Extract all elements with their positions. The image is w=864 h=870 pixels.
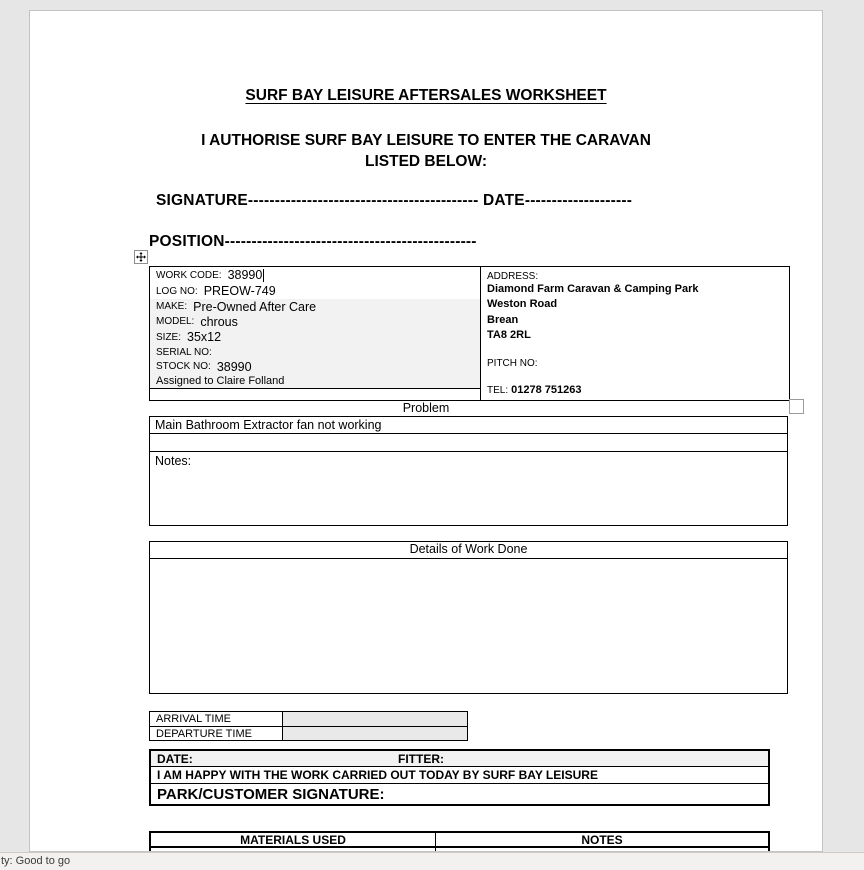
address-line: TA8 2RL [487, 328, 531, 341]
address-line: Brean [487, 313, 519, 326]
materials-table [149, 831, 770, 852]
stock-no-row[interactable]: STOCK NO: 38990 [150, 359, 480, 374]
materials-used-header: MATERIALS USED [151, 833, 436, 846]
sign-off-table [149, 749, 770, 806]
arrival-time-label: ARRIVAL TIME [150, 712, 283, 726]
arrival-time-row [150, 712, 467, 726]
document-title: SURF BAY LEISURE AFTERSALES WORKSHEET [245, 87, 607, 104]
assigned-row[interactable]: Assigned to Claire Folland [150, 374, 480, 389]
status-bar [0, 852, 864, 870]
tel-value: 01278 751263 [511, 384, 582, 396]
date-fitter-row[interactable] [151, 751, 768, 767]
make-row[interactable]: MAKE: Pre-Owned After Care [150, 299, 480, 314]
date-label: DATE: [157, 752, 193, 766]
size-row[interactable]: SIZE: 35x12 [150, 329, 480, 345]
arrival-time-cell[interactable] [283, 712, 467, 726]
notes-label: Notes: [155, 454, 192, 468]
work-code-row[interactable]: WORK CODE: 38990 [156, 268, 263, 282]
position-line: POSITION----------------------------------------------- [149, 233, 477, 250]
fitter-label: FITTER: [398, 752, 444, 766]
problem-empty-cell[interactable] [150, 434, 787, 452]
happy-statement-row: I AM HAPPY WITH THE WORK CARRIED OUT TODAY BY SURF BAY LEISURE [151, 767, 768, 784]
notes-cell[interactable] [150, 452, 787, 525]
details-of-work-entry-area[interactable] [150, 559, 787, 693]
address-line: Diamond Farm Caravan & Camping Park [487, 283, 699, 295]
authorisation-statement: I AUTHORISE SURF BAY LEISURE TO ENTER THE CARAVAN LISTED BELOW: [201, 132, 651, 170]
departure-time-cell[interactable] [283, 727, 467, 741]
serial-no-row[interactable]: SERIAL NO: [150, 345, 480, 359]
pitch-no-label: PITCH NO: [487, 358, 538, 370]
departure-time-label: DEPARTURE TIME [150, 727, 283, 741]
four-way-arrow-icon [136, 252, 146, 262]
materials-table-header [151, 833, 768, 848]
table-move-handle-icon[interactable] [134, 250, 148, 264]
telephone-row [487, 380, 581, 398]
problem-table [149, 416, 788, 526]
text-cursor [263, 269, 264, 282]
departure-time-row [150, 726, 467, 741]
accessibility-status[interactable]: ty: Good to go [1, 855, 71, 867]
problem-description-cell[interactable]: Main Bathroom Extractor fan not working [150, 417, 787, 434]
caravan-info-table [149, 266, 790, 401]
details-of-work-header: Details of Work Done [150, 542, 787, 559]
address-column [480, 267, 789, 400]
times-table [149, 711, 468, 741]
model-row[interactable]: MODEL: chrous [150, 314, 480, 329]
log-no-row[interactable]: LOG NO: PREOW-749 [156, 284, 276, 298]
address-line: Weston Road [487, 298, 558, 311]
customer-signature-label: PARK/CUSTOMER SIGNATURE: [157, 786, 385, 803]
caravan-info-column [150, 267, 480, 400]
problem-section-header: Problem [402, 401, 450, 415]
signature-date-line: SIGNATURE------------------------------------------- DATE-------------------- [156, 192, 633, 209]
materials-notes-header: NOTES [581, 833, 623, 847]
tel-label: TEL: [487, 385, 509, 396]
document-page[interactable] [29, 10, 823, 852]
details-of-work-table [149, 541, 788, 694]
address-label: ADDRESS: [487, 271, 539, 282]
customer-signature-row[interactable] [151, 784, 768, 804]
